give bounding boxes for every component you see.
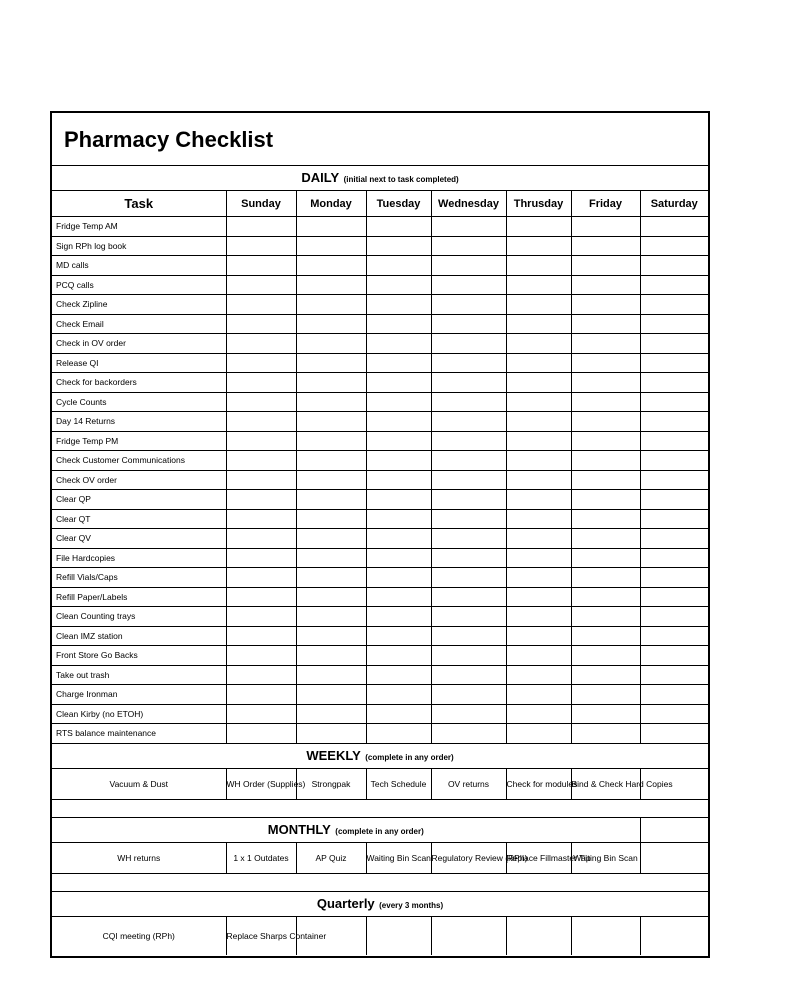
initial-cell[interactable] [640,353,708,373]
initial-cell[interactable] [506,704,571,724]
initial-cell[interactable] [571,646,640,666]
day-header-friday: Friday [571,191,640,217]
initial-cell[interactable] [640,373,708,393]
initial-cell[interactable] [296,685,366,705]
initial-cell[interactable] [506,392,571,412]
initial-cell[interactable] [296,451,366,471]
initial-cell[interactable] [296,529,366,549]
initial-cell[interactable] [226,490,296,510]
page-title: Pharmacy Checklist [64,127,274,152]
initial-cell[interactable] [506,685,571,705]
day-header-row [52,191,708,217]
initial-cell[interactable] [571,451,640,471]
initial-cell[interactable] [296,236,366,256]
initial-cell[interactable] [506,607,571,627]
initial-cell[interactable] [366,236,431,256]
monthly-section-header [52,817,708,842]
initial-cell[interactable] [226,217,296,237]
monthly-item [640,842,708,873]
initial-cell[interactable] [431,568,506,588]
day-header-wednesday: Wednesday [431,191,506,217]
initial-cell[interactable] [296,373,366,393]
initial-cell[interactable] [571,217,640,237]
task-row [52,685,708,705]
initial-cell[interactable] [296,490,366,510]
initial-cell[interactable] [431,529,506,549]
initial-cell[interactable] [571,236,640,256]
weekly-item: Check for modules [506,768,571,799]
initial-cell[interactable] [506,217,571,237]
initial-cell[interactable] [296,568,366,588]
initial-cell[interactable] [296,314,366,334]
quarterly-item [366,916,431,955]
initial-cell[interactable] [226,626,296,646]
checklist-table [52,165,708,955]
initial-cell[interactable] [296,626,366,646]
quarterly-item [571,916,640,955]
initial-cell[interactable] [431,295,506,315]
initial-cell[interactable] [366,470,431,490]
task-row [52,256,708,276]
task-row [52,607,708,627]
initial-cell[interactable] [296,334,366,354]
weekly-blank-row [52,799,708,817]
initial-cell[interactable] [571,529,640,549]
initial-cell[interactable] [226,412,296,432]
task-name: MD calls [52,256,226,276]
day-header-monday: Monday [296,191,366,217]
initial-cell[interactable] [366,295,431,315]
task-name: Fridge Temp PM [52,431,226,451]
initial-cell[interactable] [571,353,640,373]
initial-cell[interactable] [506,373,571,393]
monthly-blank-row [52,873,708,891]
task-row [52,665,708,685]
quarterly-title: Quarterly [316,895,375,911]
day-header-sunday: Sunday [226,191,296,217]
initial-cell[interactable] [640,646,708,666]
initial-cell[interactable] [226,685,296,705]
monthly-item: 1 x 1 Outdates [226,842,296,873]
initial-cell[interactable] [226,373,296,393]
initial-cell[interactable] [296,646,366,666]
initial-cell[interactable] [571,314,640,334]
initial-cell[interactable] [640,626,708,646]
initial-cell[interactable] [640,314,708,334]
initial-cell[interactable] [571,626,640,646]
initial-cell[interactable] [366,334,431,354]
task-row [52,236,708,256]
initial-cell[interactable] [366,431,431,451]
initial-cell[interactable] [506,412,571,432]
quarterly-item [431,916,506,955]
initial-cell[interactable] [431,217,506,237]
task-row [52,295,708,315]
initial-cell[interactable] [640,529,708,549]
initial-cell[interactable] [506,236,571,256]
initial-cell[interactable] [366,529,431,549]
initial-cell[interactable] [506,470,571,490]
initial-cell[interactable] [640,451,708,471]
initial-cell[interactable] [431,724,506,744]
daily-title: DAILY [301,170,340,185]
task-name: Cycle Counts [52,392,226,412]
initial-cell[interactable] [431,275,506,295]
initial-cell[interactable] [226,665,296,685]
initial-cell[interactable] [571,568,640,588]
initial-cell[interactable] [431,607,506,627]
monthly-item: AP Quiz [296,842,366,873]
blank-cell[interactable] [640,817,708,842]
initial-cell[interactable] [571,587,640,607]
initial-cell[interactable] [506,451,571,471]
initial-cell[interactable] [431,548,506,568]
initial-cell[interactable] [226,704,296,724]
initial-cell[interactable] [366,724,431,744]
task-name: File Hardcopies [52,548,226,568]
initial-cell[interactable] [366,353,431,373]
task-row [52,509,708,529]
initial-cell[interactable] [226,646,296,666]
initial-cell[interactable] [571,509,640,529]
initial-cell[interactable] [296,704,366,724]
daily-section-header [52,166,708,191]
initial-cell[interactable] [431,412,506,432]
initial-cell[interactable] [366,548,431,568]
task-name: Check OV order [52,470,226,490]
initial-cell[interactable] [226,256,296,276]
initial-cell[interactable] [640,217,708,237]
task-row [52,451,708,471]
initial-cell[interactable] [296,412,366,432]
monthly-item: Regulatory Review (RPh) [431,842,506,873]
task-row [52,412,708,432]
initial-cell[interactable] [366,587,431,607]
monthly-item: Waiting Bin Scan [366,842,431,873]
initial-cell[interactable] [296,256,366,276]
initial-cell[interactable] [431,256,506,276]
initial-cell[interactable] [640,509,708,529]
task-row [52,373,708,393]
quarterly-item: CQI meeting (RPh) [52,916,226,955]
monthly-item: Replace Fillmaster Tip [506,842,571,873]
initial-cell[interactable] [366,509,431,529]
initial-cell[interactable] [226,587,296,607]
task-name: Check in OV order [52,334,226,354]
checklist-sheet [50,111,710,958]
initial-cell[interactable] [366,412,431,432]
task-row [52,529,708,549]
initial-cell[interactable] [571,470,640,490]
initial-cell[interactable] [366,704,431,724]
initial-cell[interactable] [226,392,296,412]
initial-cell[interactable] [506,295,571,315]
initial-cell[interactable] [226,431,296,451]
initial-cell[interactable] [431,509,506,529]
initial-cell[interactable] [571,548,640,568]
monthly-note: (complete in any order) [335,826,424,836]
initial-cell[interactable] [506,646,571,666]
task-row [52,392,708,412]
blank-cell[interactable] [52,799,708,817]
task-row [52,704,708,724]
task-name: Charge Ironman [52,685,226,705]
initial-cell[interactable] [506,665,571,685]
initial-cell[interactable] [431,626,506,646]
task-name: Clear QT [52,509,226,529]
initial-cell[interactable] [640,704,708,724]
weekly-row [52,768,708,799]
initial-cell[interactable] [640,275,708,295]
initial-cell[interactable] [431,334,506,354]
task-name: Check for backorders [52,373,226,393]
initial-cell[interactable] [296,724,366,744]
quarterly-item [506,916,571,955]
initial-cell[interactable] [366,314,431,334]
initial-cell[interactable] [296,587,366,607]
initial-cell[interactable] [571,373,640,393]
task-name: Fridge Temp AM [52,217,226,237]
weekly-item: Strongpak [296,768,366,799]
initial-cell[interactable] [506,509,571,529]
quarterly-item: Replace Sharps Container [226,916,296,955]
task-row [52,431,708,451]
initial-cell[interactable] [571,490,640,510]
initial-cell[interactable] [366,256,431,276]
initial-cell[interactable] [640,665,708,685]
initial-cell[interactable] [226,529,296,549]
task-name: Sign RPh log book [52,236,226,256]
initial-cell[interactable] [640,490,708,510]
task-row [52,568,708,588]
initial-cell[interactable] [431,392,506,412]
task-name: Clean IMZ station [52,626,226,646]
task-name: PCQ calls [52,275,226,295]
task-row [52,548,708,568]
initial-cell[interactable] [506,490,571,510]
task-name: Day 14 Returns [52,412,226,432]
initial-cell[interactable] [640,412,708,432]
monthly-title: MONTHLY [267,821,331,837]
initial-cell[interactable] [640,548,708,568]
initial-cell[interactable] [640,431,708,451]
initial-cell[interactable] [226,451,296,471]
initial-cell[interactable] [366,373,431,393]
initial-cell[interactable] [506,529,571,549]
initial-cell[interactable] [226,314,296,334]
initial-cell[interactable] [640,392,708,412]
initial-cell[interactable] [640,295,708,315]
initial-cell[interactable] [226,353,296,373]
initial-cell[interactable] [431,236,506,256]
initial-cell[interactable] [296,665,366,685]
initial-cell[interactable] [431,665,506,685]
initial-cell[interactable] [366,568,431,588]
task-row [52,217,708,237]
initial-cell[interactable] [640,236,708,256]
initial-cell[interactable] [640,470,708,490]
quarterly-row [52,916,708,955]
initial-cell[interactable] [571,392,640,412]
initial-cell[interactable] [296,275,366,295]
task-name: Clear QP [52,490,226,510]
initial-cell[interactable] [571,685,640,705]
initial-cell[interactable] [506,431,571,451]
initial-cell[interactable] [366,665,431,685]
monthly-item: Waiting Bin Scan [571,842,640,873]
task-row [52,587,708,607]
initial-cell[interactable] [226,275,296,295]
initial-cell[interactable] [571,275,640,295]
initial-cell[interactable] [506,353,571,373]
weekly-item: Tech Schedule [366,768,431,799]
initial-cell[interactable] [296,353,366,373]
initial-cell[interactable] [640,334,708,354]
initial-cell[interactable] [571,607,640,627]
initial-cell[interactable] [366,392,431,412]
initial-cell[interactable] [506,314,571,334]
weekly-section-header [52,743,708,768]
initial-cell[interactable] [431,685,506,705]
monthly-row [52,842,708,873]
initial-cell[interactable] [296,548,366,568]
task-name: Check Zipline [52,295,226,315]
initial-cell[interactable] [366,490,431,510]
initial-cell[interactable] [640,607,708,627]
initial-cell[interactable] [431,704,506,724]
initial-cell[interactable] [366,275,431,295]
initial-cell[interactable] [640,256,708,276]
task-row [52,646,708,666]
initial-cell[interactable] [640,568,708,588]
initial-cell[interactable] [226,470,296,490]
initial-cell[interactable] [506,587,571,607]
initial-cell[interactable] [226,334,296,354]
initial-cell[interactable] [226,509,296,529]
initial-cell[interactable] [366,626,431,646]
day-header-tuesday: Tuesday [366,191,431,217]
weekly-item: WH Order (Supplies) [226,768,296,799]
initial-cell[interactable] [366,217,431,237]
initial-cell[interactable] [571,431,640,451]
initial-cell[interactable] [640,685,708,705]
weekly-item: Bind & Check Hard Copies [571,768,640,799]
initial-cell[interactable] [296,392,366,412]
initial-cell[interactable] [366,451,431,471]
day-header-thursday: Thrusday [506,191,571,217]
initial-cell[interactable] [640,724,708,744]
initial-cell[interactable] [431,373,506,393]
initial-cell[interactable] [571,412,640,432]
initial-cell[interactable] [296,431,366,451]
task-row [52,490,708,510]
initial-cell[interactable] [226,236,296,256]
initial-cell[interactable] [571,256,640,276]
weekly-title: WEEKLY [306,747,361,763]
initial-cell[interactable] [296,295,366,315]
task-row [52,470,708,490]
task-column-header: Task [52,191,226,217]
task-row [52,724,708,744]
initial-cell[interactable] [506,626,571,646]
initial-cell[interactable] [296,509,366,529]
initial-cell[interactable] [296,470,366,490]
initial-cell[interactable] [226,568,296,588]
task-name: Clean Kirby (no ETOH) [52,704,226,724]
initial-cell[interactable] [431,646,506,666]
task-name: Clear QV [52,529,226,549]
task-name: Check Email [52,314,226,334]
task-row [52,353,708,373]
initial-cell[interactable] [226,724,296,744]
quarterly-note: (every 3 months) [379,900,444,910]
initial-cell[interactable] [431,314,506,334]
task-name: Clean Counting trays [52,607,226,627]
initial-cell[interactable] [571,665,640,685]
initial-cell[interactable] [296,607,366,627]
initial-cell[interactable] [571,724,640,744]
monthly-item: WH returns [52,842,226,873]
quarterly-section-header [52,891,708,916]
initial-cell[interactable] [506,334,571,354]
initial-cell[interactable] [431,490,506,510]
task-name: Take out trash [52,665,226,685]
weekly-note: (complete in any order) [365,752,454,762]
task-name: Refill Paper/Labels [52,587,226,607]
task-row [52,314,708,334]
initial-cell[interactable] [366,685,431,705]
initial-cell[interactable] [506,256,571,276]
initial-cell[interactable] [366,607,431,627]
weekly-item: OV returns [431,768,506,799]
daily-note: (initial next to task completed) [343,175,459,184]
initial-cell[interactable] [571,704,640,724]
initial-cell[interactable] [296,217,366,237]
initial-cell[interactable] [226,548,296,568]
initial-cell[interactable] [640,587,708,607]
initial-cell[interactable] [506,548,571,568]
initial-cell[interactable] [506,275,571,295]
task-name: Refill Vials/Caps [52,568,226,588]
initial-cell[interactable] [431,353,506,373]
initial-cell[interactable] [431,451,506,471]
initial-cell[interactable] [366,646,431,666]
day-header-saturday: Saturday [640,191,708,217]
initial-cell[interactable] [431,587,506,607]
blank-cell[interactable] [52,873,708,891]
task-row [52,334,708,354]
initial-cell[interactable] [571,334,640,354]
weekly-item: Vacuum & Dust [52,768,226,799]
initial-cell[interactable] [506,724,571,744]
initial-cell[interactable] [226,607,296,627]
task-name: Check Customer Communications [52,451,226,471]
initial-cell[interactable] [506,568,571,588]
task-row [52,626,708,646]
initial-cell[interactable] [226,295,296,315]
task-name: Front Store Go Backs [52,646,226,666]
quarterly-item [640,916,708,955]
initial-cell[interactable] [571,295,640,315]
initial-cell[interactable] [431,470,506,490]
task-name: RTS balance maintenance [52,724,226,744]
initial-cell[interactable] [431,431,506,451]
task-row [52,275,708,295]
task-name: Release QI [52,353,226,373]
